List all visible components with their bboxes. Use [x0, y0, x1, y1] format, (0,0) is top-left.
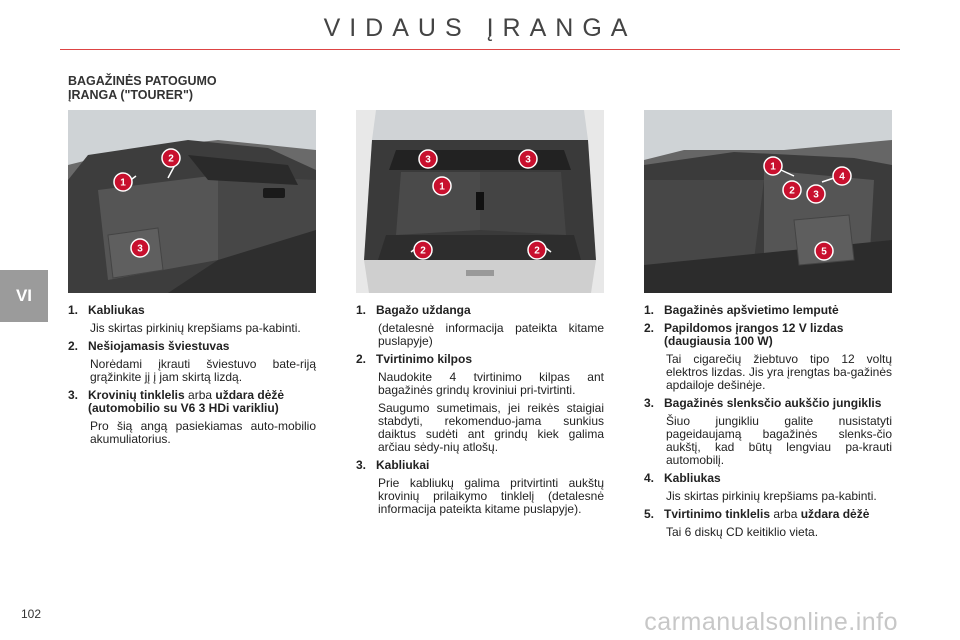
item-number: 3.: [644, 396, 655, 410]
item-number: 2.: [68, 339, 79, 353]
photo-3-badge-2: 2: [789, 185, 795, 197]
item-description: Tai 6 diskų CD keitiklio vieta.: [666, 525, 819, 539]
item-description: Šiuo jungikliu galite nusistatyti pageidaujamą bagažinės slenks-čio aukštį, kad būtų lengviau pa-krauti automobilį.: [666, 414, 892, 467]
item-title: Bagažinės slenksčio aukščio jungiklis: [664, 396, 882, 410]
item-title: Papildomos įrangos 12 V lizdas (daugiausia 100 W): [664, 321, 844, 348]
item-title: Nešiojamasis šviestuvas: [88, 339, 230, 353]
photo-2-badge-2a: 2: [420, 245, 426, 257]
photo-2-badge-2b: 2: [534, 245, 540, 257]
item-description: Prie kabliukų galima pritvirtinti aukštų krovinių prilaikymo tinklelį (detalesnė informacija pateikta kitame puslapyje).: [378, 476, 604, 516]
item-number: 1.: [356, 303, 367, 317]
column-1: [68, 304, 316, 451]
item-title: Kabliukas: [664, 471, 721, 485]
item-number: 2.: [644, 321, 655, 335]
photo-1-badge-2: 2: [168, 153, 174, 165]
list-item: [356, 353, 604, 366]
column-2: [356, 304, 604, 521]
item-number: 3.: [68, 388, 79, 402]
list-item: [644, 304, 892, 317]
trunk-right-side-photo: [644, 110, 892, 293]
item-number: 1.: [68, 303, 79, 317]
photo-3-badges: [764, 157, 851, 260]
list-item: [68, 304, 316, 317]
section-title-line-2: ĮRANGA ("TOURER"): [68, 88, 194, 102]
photo-1-badges: [114, 149, 180, 257]
header-divider: [60, 49, 900, 50]
item-title: Kabliukai: [376, 458, 430, 472]
item-title: Krovinių tinklelis: [88, 388, 185, 402]
item-title: Tvirtinimo tinklelis: [664, 507, 771, 521]
item-title: Kabliukas: [88, 303, 145, 317]
item-description: Jis skirtas pirkinių krepšiams pa-kabinti.: [666, 489, 877, 503]
photo-3-badge-3: 3: [813, 189, 819, 201]
photo-1-badge-1: 1: [120, 177, 126, 189]
item-description: Norėdami įkrauti šviestuvo bate-riją grąžinkite jį į jam skirtą lizdą.: [90, 357, 316, 384]
trunk-rear-view-photo: [356, 110, 604, 293]
list-item: [644, 322, 892, 348]
photo-2-badge-1: 1: [439, 181, 445, 193]
photo-3-badge-4: 4: [839, 171, 845, 183]
item-title-connector: arba: [184, 388, 216, 402]
page-number: 102: [21, 607, 42, 621]
item-title-alt: uždara dėžė: [800, 507, 870, 521]
item-description: Pro šią angą pasiekiamas auto-mobilio akumuliatorius.: [90, 419, 316, 446]
section-title-line-1: BAGAŽINĖS PATOGUMO: [68, 74, 217, 88]
item-number: 2.: [356, 352, 367, 366]
item-number: 4.: [644, 471, 655, 485]
column-3: [644, 304, 892, 544]
watermark: carmanualsonline.info: [644, 608, 898, 636]
item-title-connector: arba: [770, 507, 801, 521]
photo-2-badges: [411, 150, 551, 259]
item-title-alt: uždara dėžė (automobilio su V6 3 HDi varikliu): [88, 388, 285, 415]
item-number: 5.: [644, 507, 655, 521]
item-title-combined: [88, 389, 316, 415]
trunk-left-side-photo: [68, 110, 316, 293]
page-title: VIDAUS ĮRANGA: [323, 14, 637, 42]
photo-3-badge-1: 1: [770, 161, 776, 173]
list-item: [644, 397, 892, 410]
list-item: [644, 508, 892, 521]
item-title-combined: [664, 508, 869, 521]
item-description: Tai cigarečių žiebtuvo tipo 12 voltų elektros lizdas. Jis yra įrengtas ba-gažinės apdailoje dešinėje.: [666, 352, 892, 392]
item-title: Tvirtinimo kilpos: [376, 352, 473, 366]
item-title: Bagažo uždanga: [376, 303, 471, 317]
list-item: [68, 340, 316, 353]
section-title: [68, 74, 217, 102]
photo-2-badge-3a: 3: [425, 154, 431, 166]
item-number: 1.: [644, 303, 655, 317]
item-description: (detalesnė informacija pateikta kitame puslapyje): [378, 321, 604, 348]
list-item: [644, 472, 892, 485]
photo-3-badge-5: 5: [821, 246, 827, 258]
list-item: [68, 389, 316, 415]
item-number: 3.: [356, 458, 367, 472]
chapter-tab: VI: [0, 270, 48, 322]
photo-1-badge-3: 3: [137, 243, 143, 255]
item-description: Naudokite 4 tvirtinimo kilpas ant bagažinės grindų kroviniui pri-tvirtinti.: [378, 370, 604, 397]
list-item: [356, 304, 604, 317]
item-title: Bagažinės apšvietimo lemputė: [664, 303, 839, 317]
photo-2-badge-3b: 3: [525, 154, 531, 166]
list-item: [356, 459, 604, 472]
item-description: Saugumo sumetimais, jei reikės staigiai stabdyti, rekomenduo-jama sunkius daiktus sudėti ant grindų kiek galima arčiau sėdy-nių atlošų.: [378, 401, 604, 454]
item-description: Jis skirtas pirkinių krepšiams pa-kabinti.: [90, 321, 301, 335]
